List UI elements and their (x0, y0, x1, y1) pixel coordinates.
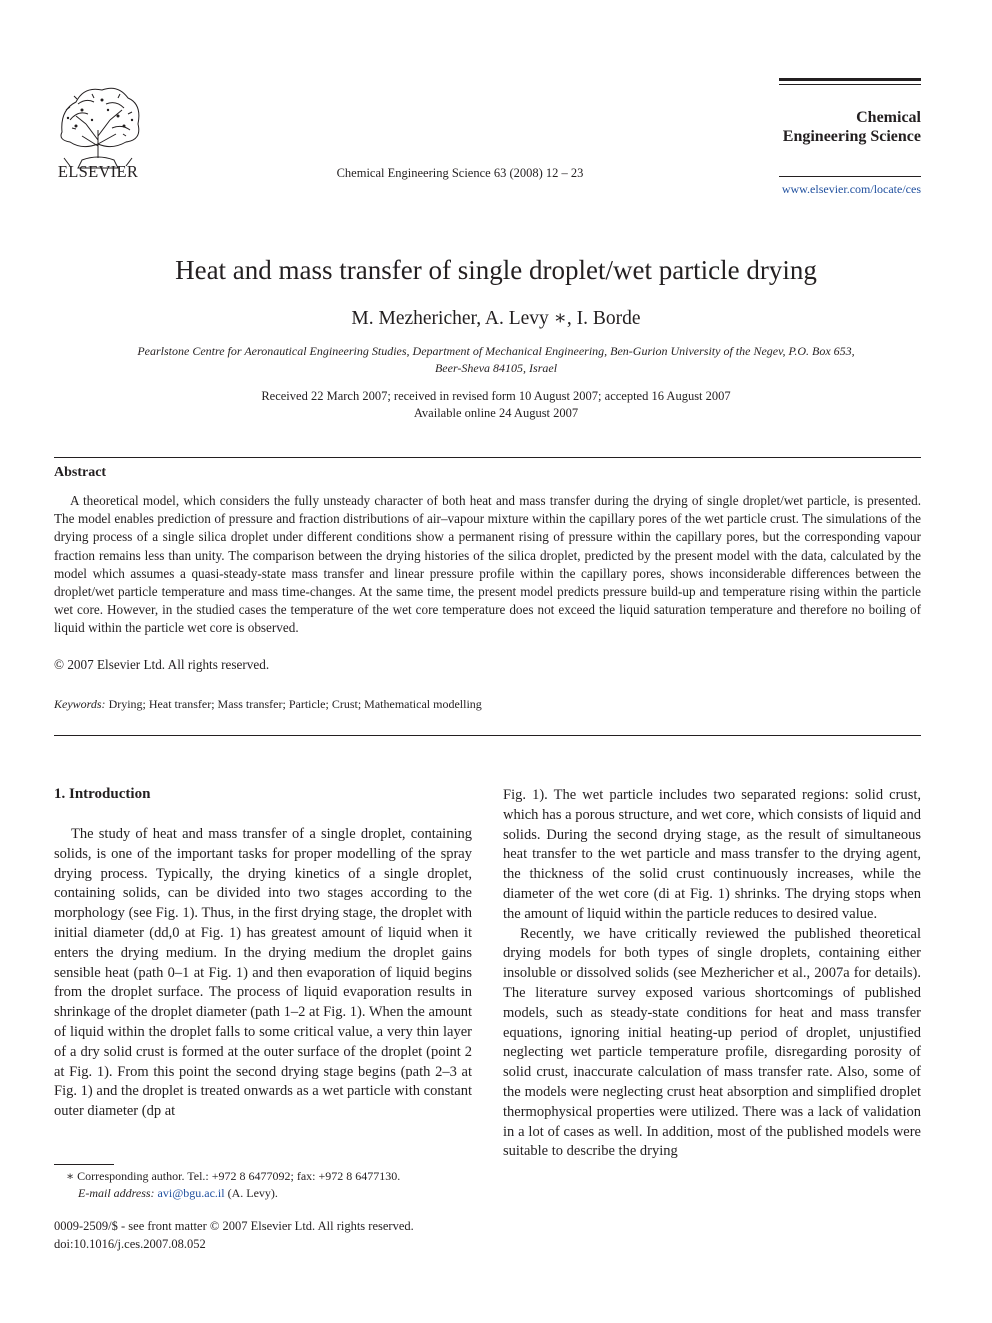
author-list: M. Mezhericher, A. Levy ∗, I. Borde (351, 308, 641, 329)
journal-brand-line2: Engineering Science (782, 128, 921, 145)
abstract-heading: Abstract (54, 465, 107, 480)
abstract-body (54, 492, 921, 638)
available-online: Available online 24 August 2007 (413, 406, 579, 420)
footnote (54, 1168, 474, 1202)
abstract-text: A theoretical model, which considers the fully unsteady character of both heat and mass transfer during the drying of single droplet/wet particle, is presented. The model enables prediction of pressure and fraction distributions of air–vapour mixture within the capillary pores of the wet particle crust. The simulations of the drying process of a single silica droplet under different conditions show a permanent rising of pressure within the capillary pores, but the corresponding vapour fraction remains less than unity. The comparison between the drying histories of the silica droplet, predicted by the present model with the data, calculated by the model which assumes a quasi-steady-state mass transfer and linear pressure profile within the capillary pores, shows inconsiderable differences between the droplet/wet particle temperature and mass time-changes. At the same time, the present model predicts pressure build-up and temperature rising within the particle wet core. However, in the studied cases the temperature of the wet core temperature does not exceed the liquid saturation temperature and therefore no boiling of liquid within the particle wet core is observed. (54, 493, 921, 636)
section-heading-introduction: 1. Introduction (54, 786, 151, 802)
brand-rule-top (779, 78, 921, 81)
publisher-name: ELSEVIER (57, 162, 139, 181)
article-title: Heat and mass transfer of single droplet/wet particle drying (175, 255, 817, 285)
intro-paragraph-2: Fig. 1). The wet particle includes two separated regions: solid crust, which has a porous structure, and wet core, which consists of liquid and solids. During the second drying stage, as the result of simultaneous heat transfer to the wet particle and mass transfer to the drying agent, the thickness of the solid crust continuously increases, while the diameter of the wet core (di at Fig. 1) shrinks. The drying stops when the amount of liquid within the particle reduces to desired value. (503, 787, 921, 922)
left-column (54, 825, 472, 1122)
email-suffix: (A. Levy). (227, 1186, 278, 1200)
journal-brand-line1: Chemical (856, 109, 921, 126)
article-history (60, 388, 932, 422)
keywords-list: Drying; Heat transfer; Mass transfer; Particle; Crust; Mathematical modelling (108, 697, 482, 711)
journal-url-link[interactable]: www.elsevier.com/locate/ces (781, 182, 921, 196)
email-link[interactable]: avi@bgu.ac.il (157, 1186, 225, 1200)
corresponding-author-note: ∗ Corresponding author. Tel.: +972 8 6477092; fax: +972 8 6477130. (66, 1169, 401, 1183)
brand-rule-bottom (779, 176, 921, 177)
affiliation-line-2: Beer-Sheva 84105, Israel (434, 361, 558, 375)
affiliation-line-1: Pearlstone Centre for Aeronautical Engineering Studies, Department of Mechanical Engineering, Ben-Gurion University of the Negev, P.O. Box 653, (137, 344, 855, 358)
affiliation (60, 343, 932, 377)
email-label: E-mail address: (78, 1186, 155, 1200)
front-matter (54, 1217, 474, 1253)
brand-rule-top-thin (779, 84, 921, 85)
issn-line: 0009-2509/$ - see front matter © 2007 Elsevier Ltd. All rights reserved. (54, 1219, 414, 1233)
intro-paragraph-3: Recently, we have critically reviewed the published theoretical drying models for both types of single droplets, containing either insoluble or dissolved solids (see Mezhericher et al., 2007a for details). The literature survey exposed various shortcomings of published models, such as steady-state conditions for heat and mass transfer equations, ignoring initial heating-up period of droplet, unjustified neglecting wet particle temperature profile, disregarding porosity of solid crust, inaccurate calculation of mass transfer rate. Also, some of the models were neglecting crust heat absorption and simplified droplet thermophysical properties were utilized. There was a lack of validation in a lot of cases as well. In addition, most of the published models were suitable to describe the drying (503, 925, 921, 1160)
keywords (54, 697, 482, 712)
received-dates: Received 22 March 2007; received in revised form 10 August 2007; accepted 16 August 2007 (261, 389, 731, 403)
abstract-copyright: © 2007 Elsevier Ltd. All rights reserved. (54, 657, 270, 672)
divider-bottom (54, 735, 921, 736)
doi-line: doi:10.1016/j.ces.2007.08.052 (54, 1237, 206, 1251)
email-line (54, 1185, 474, 1202)
journal-citation: Chemical Engineering Science 63 (2008) 12 – 23 (336, 166, 584, 180)
divider-top (54, 457, 921, 458)
journal-brand (740, 108, 921, 146)
keywords-label: Keywords: (54, 697, 106, 711)
intro-paragraph-1: The study of heat and mass transfer of a single droplet, containing solids, is one of the important tasks for proper modelling of the spray drying process. Typically, the drying kinetics of a single droplet, containing solids, can be divided into two stages according to the morphology (see Fig. 1). Thus, in the first drying stage, the droplet with initial diameter (dd,0 at Fig. 1) has greatest amount of liquid when it enters the drying medium. In the drying medium the droplet gains sensible heat (path 0–1 at Fig. 1) and then evaporation of liquid begins from the droplet surface. The process of liquid evaporation results in shrinkage of the droplet diameter (path 1–2 at Fig. 1). When the amount of liquid within the droplet falls to some critical value, a very thin layer of a dry solid crust is formed at the outer surface of the droplet (point 2 at Fig. 1). From this point the second drying stage begins (path 2–3 at Fig. 1) and the droplet is treated onwards as a wet particle with constant outer diameter (dp at (54, 826, 472, 1120)
right-column (503, 786, 921, 1162)
footnote-rule (54, 1164, 114, 1165)
